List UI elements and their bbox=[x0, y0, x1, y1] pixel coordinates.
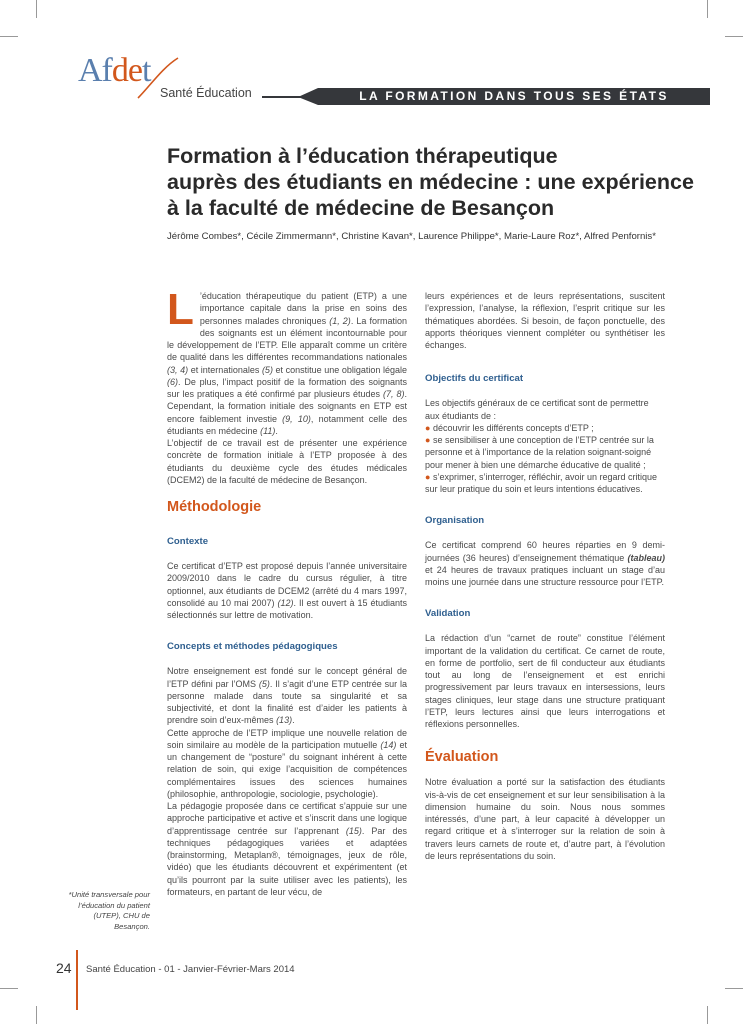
footer-rule bbox=[76, 950, 78, 1010]
crop-mark bbox=[36, 0, 37, 18]
heading-concepts: Concepts et méthodes pédagogiques bbox=[167, 641, 338, 653]
intro-paragraph: L ’éducation thérapeutique du patient (ETP) a une importance capitale dans la prise en soins des personnes malades chroniques (1, 2). La formation des soignants est un élément incontournable pour le développement de l’ETP. Elle apparaît comme un critère de qualité dans les différentes recommandations nationales (3, 4) et internationales (5) et constitue une obligation légale (6). De plus, l’impact positif de la formation des soignants sur les pratiques a été confirmé par plusieurs études (7, 8). Cependant, la formation initiale des soignants en ETP est encore faiblement investie (9, 10), notamment celle des étudiants en médecine (11). bbox=[167, 285, 408, 436]
contexte-paragraph: Ce certificat d’ETP est proposé depuis l’année universitaire 2009/2010 dans le cadre du cursus régulier, à titre optionnel, aux étudiants de DCEM2 (arrêté du 4 mars 1997, consolidé au 10 mai 2007) (12). Il est ouvert à 15 étudiants sélectionnés sur lettre de motivation. bbox=[167, 561, 407, 620]
affiliation-note: *Unité transversale pour l’éducation du patient (UTEP), CHU de Besançon. bbox=[68, 890, 150, 931]
crop-mark bbox=[725, 988, 743, 989]
objectif-item: ● découvrir les différents concepts d’ETP ; bbox=[425, 422, 594, 433]
title-line: à la faculté de médecine de Besançon bbox=[167, 196, 555, 220]
heading-organisation: Organisation bbox=[425, 515, 485, 527]
title-line: auprès des étudiants en médecine : une expérience bbox=[167, 170, 694, 194]
validation-paragraph: La rédaction d’un “carnet de route” constitue l’élément important de la validation du certificat. Ce carnet de route, en forme de portfolio, sert de fil conducteur aux étudiants tout au long de l’enseignement et est enrichi progressivement par leurs travaux en intersessions, leurs stages cliniques, leur stage dans une structure pratiquant l’ETP, leurs lectures ainsi que leurs interrogations et réflexions personnelles. bbox=[425, 633, 665, 729]
concepts-paragraph-1: Notre enseignement est fondé sur le concept général de l’ETP défini par l’OMS (5). Il s’agit d’une ETP centrée sur la personne malade dans toute sa singularité et sa subjectivité, et dont la finalité est d’aider les patients à prendre soin d’eux-mêmes (13). bbox=[167, 666, 407, 726]
intro-paragraph-2: L’objectif de ce travail est de présenter une expérience concrète de formation initiale à l’ETP proposée à des étudiants du deuxième cycle des études médicales (DCEM2) de la faculté de médecine de Besançon. bbox=[167, 438, 407, 485]
authors: Jérôme Combes*, Cécile Zimmermann*, Christine Kavan*, Laurence Philippe*, Marie-Laure Roz*, Alfred Penfornis* bbox=[167, 231, 656, 242]
heading-objectifs: Objectifs du certificat bbox=[425, 373, 524, 385]
objectif-item: ● se sensibiliser à une conception de l’ETP centrée sur la personne et à l’importance de la relation soignant-soigné pour mener à bien une démarche éducative de qualité ; bbox=[425, 435, 654, 470]
section-label: Santé Éducation bbox=[160, 86, 252, 100]
concepts-paragraph-3-continued: leurs expériences et de leurs représentations, suscitent l’expression, l’analyse, la réflexion, l’esprit critique sur les thématiques abordées. Si besoin, de façon ponctuelle, des apports théoriques viennent compléter ou synthétiser les échanges. bbox=[425, 291, 665, 350]
article-title bbox=[167, 143, 707, 221]
heading-validation: Validation bbox=[425, 608, 471, 620]
heading-evaluation: Évaluation bbox=[425, 749, 499, 766]
crop-mark bbox=[707, 0, 708, 18]
crop-mark bbox=[725, 36, 743, 37]
organisation-paragraph: Ce certificat comprend 60 heures réparties en 9 demi-journées (36 heures) d’enseignement thématique (tableau) et 24 heures de travaux pratiques incluant un stage d’au moins une journée dans une structure ressource pour l’ETP. bbox=[425, 540, 665, 587]
concepts-paragraph-2: Cette approche de l’ETP implique une nouvelle relation de soin similaire au modèle de la participation mutuelle (14) et un changement de “posture” du soignant inhérent à cette relation de soin, qui exige l’acquisition de compétences complémentaires issues des sciences humaines (philosophie, anthropologie, sociologie, psychologie). bbox=[167, 727, 407, 799]
page-number: 24 bbox=[56, 960, 72, 976]
concepts-paragraph-3: La pédagogie proposée dans ce certificat s’appuie sur une approche participative et active et s’inscrit dans une logique d’apprentissage centrée sur l’apprenant (15). Par des techniques pédagogiques variées et adaptées (brainstorming, Metaplan®, témoignages, jeux de rôle, vidéo) que les étudiants découvrent et expérimentent (et qu’ils pourront par la suite utiliser avec les patients), les formateurs, en partant de leur vécu, de bbox=[167, 801, 407, 897]
heading-methodologie: Méthodologie bbox=[167, 499, 262, 515]
crop-mark bbox=[0, 988, 18, 989]
crop-mark bbox=[707, 1006, 708, 1024]
crop-mark bbox=[0, 36, 18, 37]
objectifs-intro: Les objectifs généraux de ce certificat sont de permettre aux étudiants de : bbox=[425, 398, 649, 421]
journal-footer: Santé Éducation - 01 - Janvier-Février-Mars 2014 bbox=[86, 964, 295, 975]
drop-cap: L bbox=[167, 285, 194, 334]
evaluation-paragraph: Notre évaluation a porté sur la satisfaction des étudiants vis-à-vis de cet enseignement et sur leur sensibilisation à la dimension humaine du soin. Nous nous sommes intéressés, d’une part, à leur capacité à développer un regard critique et à s’interroger sur la relation de soin à travers leurs carnets de route et, d’autre part, à l’évolution de leurs représentations du soin. bbox=[425, 777, 665, 861]
title-line: Formation à l’éducation thérapeutique bbox=[167, 144, 558, 168]
column-left bbox=[167, 285, 408, 898]
banner-arrow bbox=[298, 88, 318, 105]
afdet-logo: Afdet bbox=[78, 52, 151, 89]
column-right bbox=[425, 290, 665, 862]
objectif-item: ● s’exprimer, s’interroger, réfléchir, avoir un regard critique sur leur pratique du soin et leurs intentions éducatives. bbox=[425, 471, 658, 494]
heading-contexte: Contexte bbox=[167, 536, 209, 547]
rubric-banner: LA FORMATION DANS TOUS SES ÉTATS bbox=[318, 88, 710, 105]
crop-mark bbox=[36, 1006, 37, 1024]
tableau-reference: (tableau) bbox=[627, 552, 665, 563]
